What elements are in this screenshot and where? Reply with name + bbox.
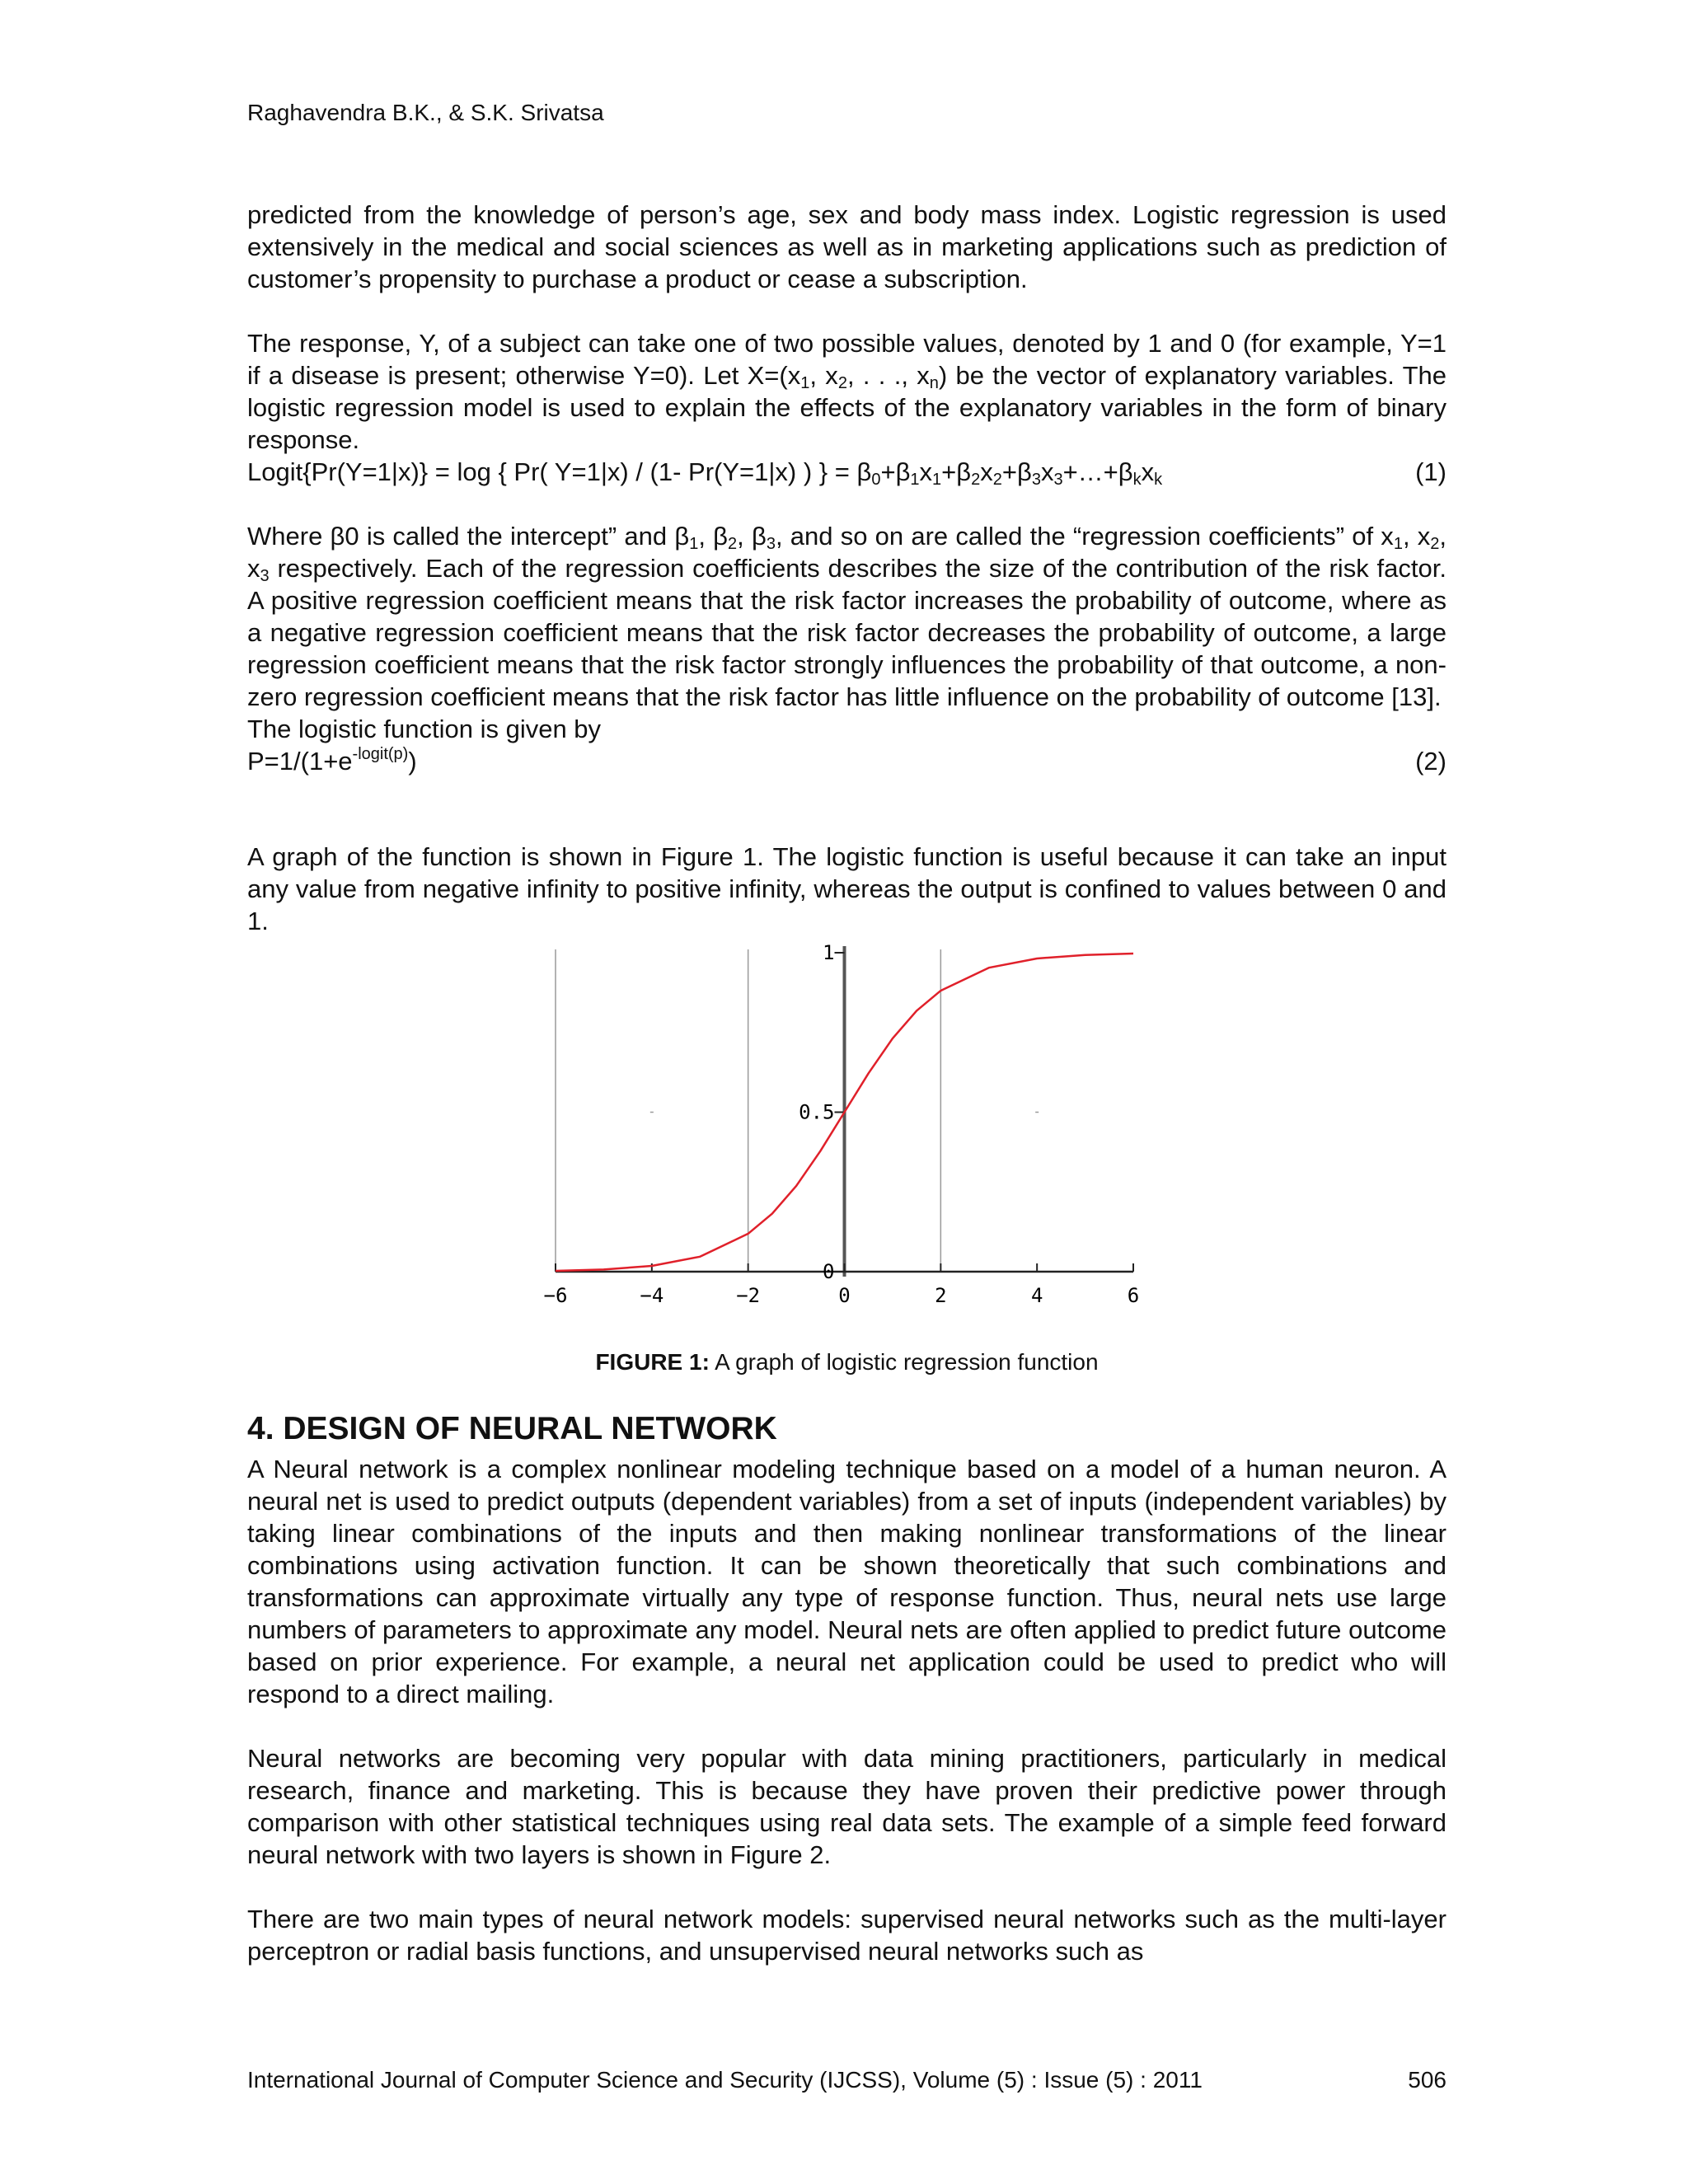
equation-1-number: (1) <box>1415 457 1447 486</box>
x-tick-label: −6 <box>543 1284 568 1307</box>
paragraph-graph-intro <box>247 841 1447 937</box>
text-run: The response, Y, of a subject can take one of two possible values, denoted by 1 and 0 (for example, Y=1 if a disease is present; otherwise Y=0). Let X=(x <box>247 329 1447 390</box>
caption-text: A graph of logistic regression function <box>709 1349 1099 1375</box>
figure-1-logistic-plot <box>528 940 1170 1343</box>
page-footer <box>247 2067 1447 2093</box>
section-4-heading: 4. DESIGN OF NEURAL NETWORK <box>247 1411 777 1446</box>
y-tick-label: 0 <box>823 1260 835 1283</box>
x-tick-label: −2 <box>736 1284 761 1307</box>
subscript: n <box>929 374 939 392</box>
paragraph-coefficients-block <box>247 520 1447 777</box>
equation-2-body: $P=1/(1+e^{-logit(p)})$ <box>247 745 417 776</box>
x-tick-label: 6 <box>1127 1284 1140 1307</box>
y-tick-label: 0.5 <box>799 1100 835 1124</box>
text-run: , x <box>809 361 838 390</box>
paragraph-6: A Neural network is a complex nonlinear modeling technique based on a model of a human neuron. A neural net is used to predict outputs (dependent variables) from a set of inputs (independent variables) by taking linear combinations of the inputs and then making nonlinear transformations of the linear combinations using activation function. It can be shown theoretically that such combinations and transformations can approximate virtually any type of response function. Thus, neural nets use large numbers of parameters to approximate any model. Neural nets are often applied to predict future outcome based on prior experience. For example, a neural net application could be used to predict who will respond to a direct mailing. <box>247 1455 1447 1708</box>
paragraph-logistic-intro <box>247 199 1447 295</box>
equation-1-body: Logit{Pr(Y=1|x)} = log { Pr( Y=1|x) / (1- Pr(Y=1|x) ) } = $\beta_0+\beta_1x_1+\beta_2x_2+\beta_3x_3+\dots+\beta_kx_k$ <box>247 457 1163 489</box>
text-run: ) be the vector of explanatory variables. The logistic regression model is used to explain the effects of the explanatory variables in the form of binary response. <box>247 361 1447 454</box>
paragraph-8: There are two main types of neural network models: supervised neural networks such as the multi-layer perceptron or radial basis functions, and unsupervised neural networks such as <box>247 1905 1447 1966</box>
page-number: 506 <box>1408 2067 1447 2093</box>
journal-citation: International Journal of Computer Science and Security (IJCSS), Volume (5) : Issue (5) : 2011 <box>247 2067 1203 2093</box>
x-tick-label: 0 <box>838 1284 851 1307</box>
equation-2 <box>247 745 1447 777</box>
caption-label: FIGURE 1: <box>595 1349 710 1375</box>
x-tick-label: 2 <box>935 1284 947 1307</box>
logistic-chart <box>528 940 1170 1343</box>
figure-1-caption <box>247 1349 1447 1376</box>
x-tick-label: −4 <box>640 1284 664 1307</box>
paragraph-response-block <box>247 327 1447 488</box>
paragraph-5: A graph of the function is shown in Figure 1. The logistic function is useful because it can take an input any value from negative infinity to positive infinity, whereas the output is confined to values between 0 and 1. <box>247 842 1447 935</box>
equation-1 <box>247 456 1447 488</box>
y-tick-label: 1 <box>823 941 835 964</box>
paragraph-2 <box>247 327 1447 456</box>
paragraph-4: The logistic function is given by <box>247 715 602 743</box>
subscript: 1 <box>800 374 810 392</box>
text-run: , . . ., x <box>846 361 930 390</box>
subscript: 2 <box>837 374 847 392</box>
running-header: Raghavendra B.K., & S.K. Srivatsa <box>247 100 604 125</box>
paragraph-3: Where β0 is called the intercept” and $\beta_1$, $\beta_2$, $\beta_3$, and so on are called the “regression coefficients” of $x_1$, $x_2$, $x_3$ respectively. Each of the regression coefficients describes the size of the contribution of the risk factor. A positive regression coefficient means that the risk factor increases the probability of outcome, where as a negative regression coefficient means that the risk factor decreases the probability of outcome, a large regression coefficient means that the risk factor strongly influences the probability of that outcome, a non-zero regression coefficient means that the risk factor has little influence on the probability of outcome [13]. <box>247 522 1447 711</box>
x-tick-label: 4 <box>1030 1284 1043 1307</box>
paragraph-1: predicted from the knowledge of person’s age, sex and body mass index. Logistic regression is used extensively in the medical and social sciences as well as in marketing applications such as prediction of customer’s propensity to purchase a product or cease a subscription. <box>247 200 1447 293</box>
equation-2-number: (2) <box>1415 747 1447 776</box>
paragraph-7: Neural networks are becoming very popular with data mining practitioners, particularly in medical research, finance and marketing. This is because they have proven their predictive power through comparison with other statistical techniques using real data sets. The example of a simple feed forward neural network with two layers is shown in Figure 2. <box>247 1744 1447 1869</box>
section-4-body <box>247 1453 1447 1967</box>
